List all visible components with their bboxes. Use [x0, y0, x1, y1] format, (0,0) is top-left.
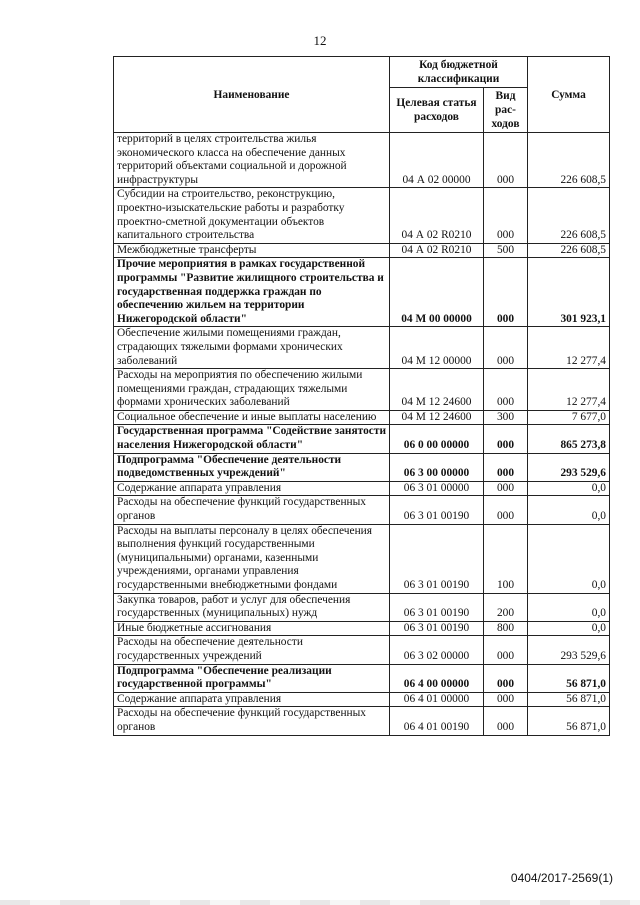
- page-number: 12: [313, 33, 327, 48]
- row-sum: 865 273,8: [528, 425, 610, 453]
- row-code: 06 4 01 00190: [390, 707, 484, 735]
- row-type: 800: [484, 621, 528, 636]
- table-header: [114, 57, 610, 133]
- row-type: 300: [484, 410, 528, 425]
- row-code: 04 М 12 24600: [390, 410, 484, 425]
- row-type: 000: [484, 453, 528, 481]
- row-type: 000: [484, 369, 528, 411]
- row-code: 06 3 01 00190: [390, 621, 484, 636]
- row-type: 000: [484, 496, 528, 524]
- row-name: Расходы на выплаты персоналу в целях обеспечения выполнения функций государственными (муниципальными) органами, казенными учреждениями, органами управления государственными внебюджетными фондами: [114, 524, 390, 593]
- table-row: [114, 410, 610, 425]
- row-name: Субсидии на строительство, реконструкцию, проектно-изыскательские работы и разработку проектно-сметной документации объектов капитального строительства: [114, 188, 390, 243]
- row-name: Расходы на обеспечение деятельности государственных учреждений: [114, 636, 390, 664]
- row-sum: 226 608,5: [528, 188, 610, 243]
- row-name: Прочие мероприятия в рамках государственной программы "Развитие жилищного строительства и государственная поддержка граждан по обеспечению жильем на территории Нижегородской области": [114, 258, 390, 327]
- row-code: 04 М 12 00000: [390, 327, 484, 369]
- table-row: [114, 369, 610, 411]
- row-code: 04 А 02 00000: [390, 133, 484, 188]
- row-sum: 56 871,0: [528, 692, 610, 707]
- row-sum: 56 871,0: [528, 707, 610, 735]
- row-sum: 0,0: [528, 481, 610, 496]
- table-body: [114, 133, 610, 736]
- row-code: 04 М 00 00000: [390, 258, 484, 327]
- row-type: 100: [484, 524, 528, 593]
- row-name: Содержание аппарата управления: [114, 692, 390, 707]
- document-code: 0404/2017-2569(1): [510, 871, 613, 885]
- row-sum: 226 608,5: [528, 243, 610, 258]
- row-name: Межбюджетные трансферты: [114, 243, 390, 258]
- row-name: Содержание аппарата управления: [114, 481, 390, 496]
- row-code: 06 4 01 00000: [390, 692, 484, 707]
- row-type: 200: [484, 593, 528, 621]
- row-type: 000: [484, 425, 528, 453]
- row-sum: 301 923,1: [528, 258, 610, 327]
- scan-edge: [0, 900, 640, 905]
- table-row: [114, 258, 610, 327]
- row-name: Обеспечение жилыми помещениями граждан, страдающих тяжелыми формами хронических заболеваний: [114, 327, 390, 369]
- row-sum: 0,0: [528, 621, 610, 636]
- row-name: Государственная программа "Содействие занятости населения Нижегородской области": [114, 425, 390, 453]
- row-name: Подпрограмма "Обеспечение деятельности подведомственных учреждений": [114, 453, 390, 481]
- table-row: [114, 496, 610, 524]
- row-code: 06 0 00 00000: [390, 425, 484, 453]
- row-type: 000: [484, 133, 528, 188]
- row-name: Иные бюджетные ассигнования: [114, 621, 390, 636]
- table-row: [114, 621, 610, 636]
- row-code: 06 3 01 00000: [390, 481, 484, 496]
- row-code: 04 А 02 R0210: [390, 243, 484, 258]
- row-sum: 0,0: [528, 593, 610, 621]
- table-row: [114, 133, 610, 188]
- row-sum: 226 608,5: [528, 133, 610, 188]
- row-code: 06 3 00 00000: [390, 453, 484, 481]
- row-name: Закупка товаров, работ и услуг для обеспечения государственных (муниципальных) нужд: [114, 593, 390, 621]
- row-code: 06 3 02 00000: [390, 636, 484, 664]
- row-type: 000: [484, 188, 528, 243]
- row-name: территорий в целях строительства жилья экономического класса на обеспечение данных территорий объектами социальной и дорожной инфраструктуры: [114, 133, 390, 188]
- table-row: [114, 707, 610, 735]
- row-sum: 56 871,0: [528, 664, 610, 692]
- budget-table: [113, 56, 610, 736]
- header-sum: Сумма: [528, 57, 610, 133]
- row-code: 06 3 01 00190: [390, 593, 484, 621]
- table-row: [114, 243, 610, 258]
- row-code: 06 3 01 00190: [390, 524, 484, 593]
- table-row: [114, 524, 610, 593]
- row-name: Подпрограмма "Обеспечение реализации государственной программы": [114, 664, 390, 692]
- row-sum: 293 529,6: [528, 636, 610, 664]
- row-type: 000: [484, 636, 528, 664]
- row-type: 000: [484, 481, 528, 496]
- row-name: Расходы на обеспечение функций государственных органов: [114, 496, 390, 524]
- table-row: [114, 692, 610, 707]
- table-row: [114, 453, 610, 481]
- row-sum: 0,0: [528, 524, 610, 593]
- row-code: 04 М 12 24600: [390, 369, 484, 411]
- header-name: Наименование: [114, 57, 390, 133]
- table-row: [114, 593, 610, 621]
- row-type: 000: [484, 258, 528, 327]
- table-row: [114, 188, 610, 243]
- row-name: Социальное обеспечение и иные выплаты населению: [114, 410, 390, 425]
- header-code-group: Код бюджетной классификации: [390, 57, 528, 88]
- row-sum: 0,0: [528, 496, 610, 524]
- row-type: 000: [484, 664, 528, 692]
- row-type: 000: [484, 327, 528, 369]
- row-sum: 12 277,4: [528, 327, 610, 369]
- row-code: 06 3 01 00190: [390, 496, 484, 524]
- row-code: 06 4 00 00000: [390, 664, 484, 692]
- table-row: [114, 636, 610, 664]
- header-expense-type: Вид рас-ходов: [484, 88, 528, 133]
- row-sum: 7 677,0: [528, 410, 610, 425]
- table-row: [114, 327, 610, 369]
- row-sum: 293 529,6: [528, 453, 610, 481]
- table-row: [114, 664, 610, 692]
- row-type: 000: [484, 692, 528, 707]
- table-row: [114, 481, 610, 496]
- row-name: Расходы на мероприятия по обеспечению жилыми помещениями граждан, страдающих тяжелыми формами хронических заболеваний: [114, 369, 390, 411]
- row-name: Расходы на обеспечение функций государственных органов: [114, 707, 390, 735]
- row-code: 04 А 02 R0210: [390, 188, 484, 243]
- row-type: 000: [484, 707, 528, 735]
- header-target-article: Целевая статья расходов: [390, 88, 484, 133]
- table-row: [114, 425, 610, 453]
- row-type: 500: [484, 243, 528, 258]
- row-sum: 12 277,4: [528, 369, 610, 411]
